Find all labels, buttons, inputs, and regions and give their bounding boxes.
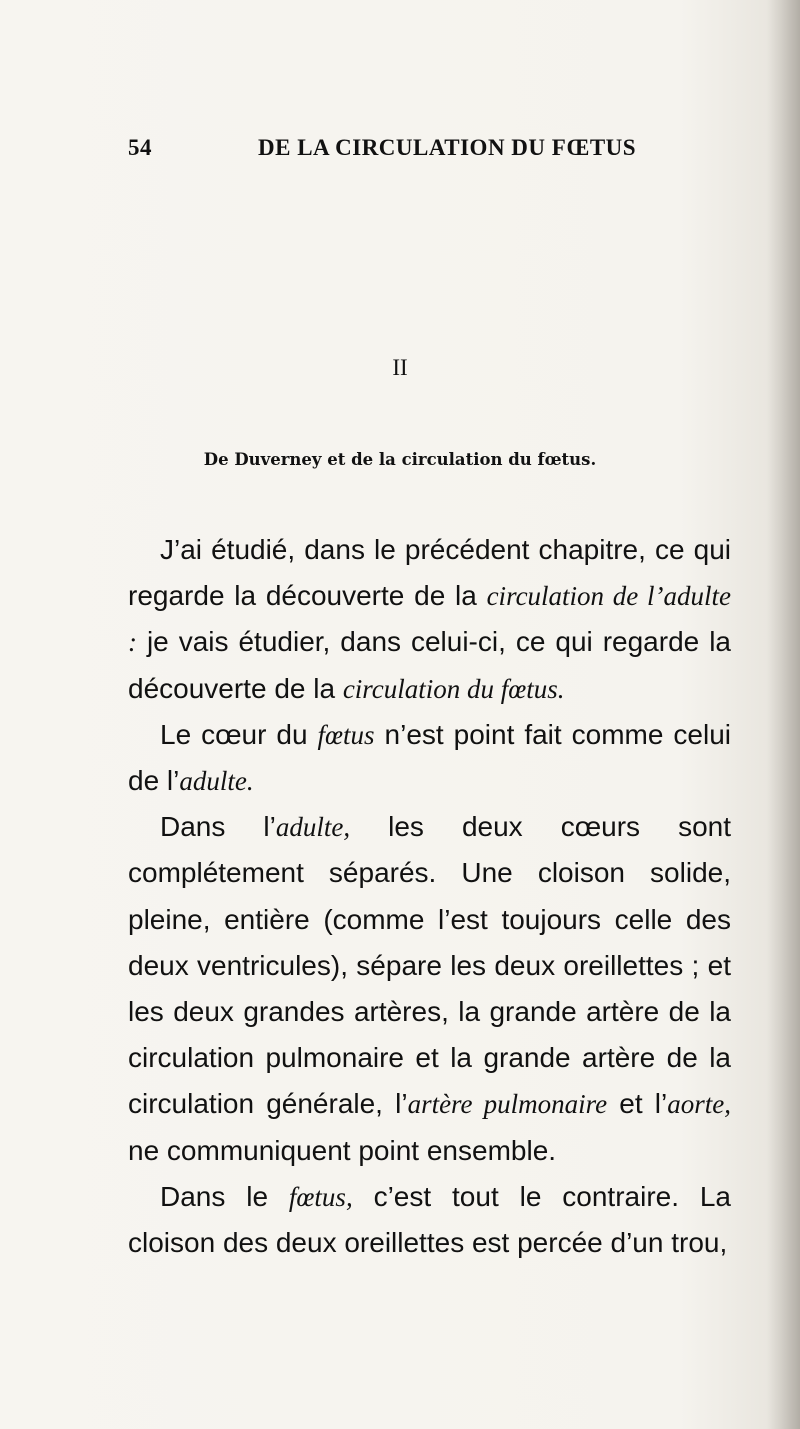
text-run: et l’ — [607, 1088, 668, 1120]
paragraph — [128, 527, 731, 712]
italic-text: adulte. — [179, 766, 254, 797]
text-run: les deux cœurs sont complétement séparés. Une cloison solide, pleine, entière (comme l’est toujours celle des deux ventricules), sépare les deux oreillettes ; et les deux grandes artères, la grande artère de la circulation pulmonaire et la grande artère de la circulation générale, l’ — [128, 811, 731, 1120]
body-text — [128, 527, 731, 1266]
text-run: ne communiquent point ensemble. — [128, 1134, 557, 1166]
paragraph — [128, 1174, 731, 1266]
page-number: 54 — [128, 135, 152, 160]
chapter-number: II — [392, 355, 408, 380]
italic-text: fœtus, — [288, 1181, 353, 1212]
italic-text: circulation de l’adulte : — [128, 581, 731, 658]
running-title: DE LA CIRCULATION DU FŒTUS — [258, 135, 637, 160]
italic-text: aorte, — [667, 1089, 731, 1120]
chapter-title: De Duverney et de la circulation du fœtus. — [203, 450, 597, 469]
text-run: c’est tout le contraire. La cloison des deux oreillettes est percée d’un trou, — [128, 1180, 732, 1259]
italic-text: circulation du fœtus. — [342, 673, 565, 704]
italic-text: fœtus — [317, 719, 375, 750]
page-edge-shadow — [766, 0, 800, 1429]
running-head — [128, 135, 668, 165]
paragraph — [128, 712, 731, 804]
italic-text: artère pulmonaire — [407, 1089, 608, 1120]
text-run: Le cœur du — [160, 718, 318, 750]
text-run: je vais étudier, dans celui-ci, ce qui regarde la découverte de la — [128, 626, 731, 704]
text-run: Dans le — [160, 1180, 289, 1212]
text-run: Dans l’ — [160, 811, 276, 843]
paragraph — [128, 804, 731, 1174]
text-run: n’est point fait comme celui de l’ — [128, 718, 731, 797]
text-run: J’ai étudié, dans le précédent chapitre, ce qui regarde la découverte de la — [128, 534, 731, 612]
italic-text: adulte, — [275, 812, 351, 843]
